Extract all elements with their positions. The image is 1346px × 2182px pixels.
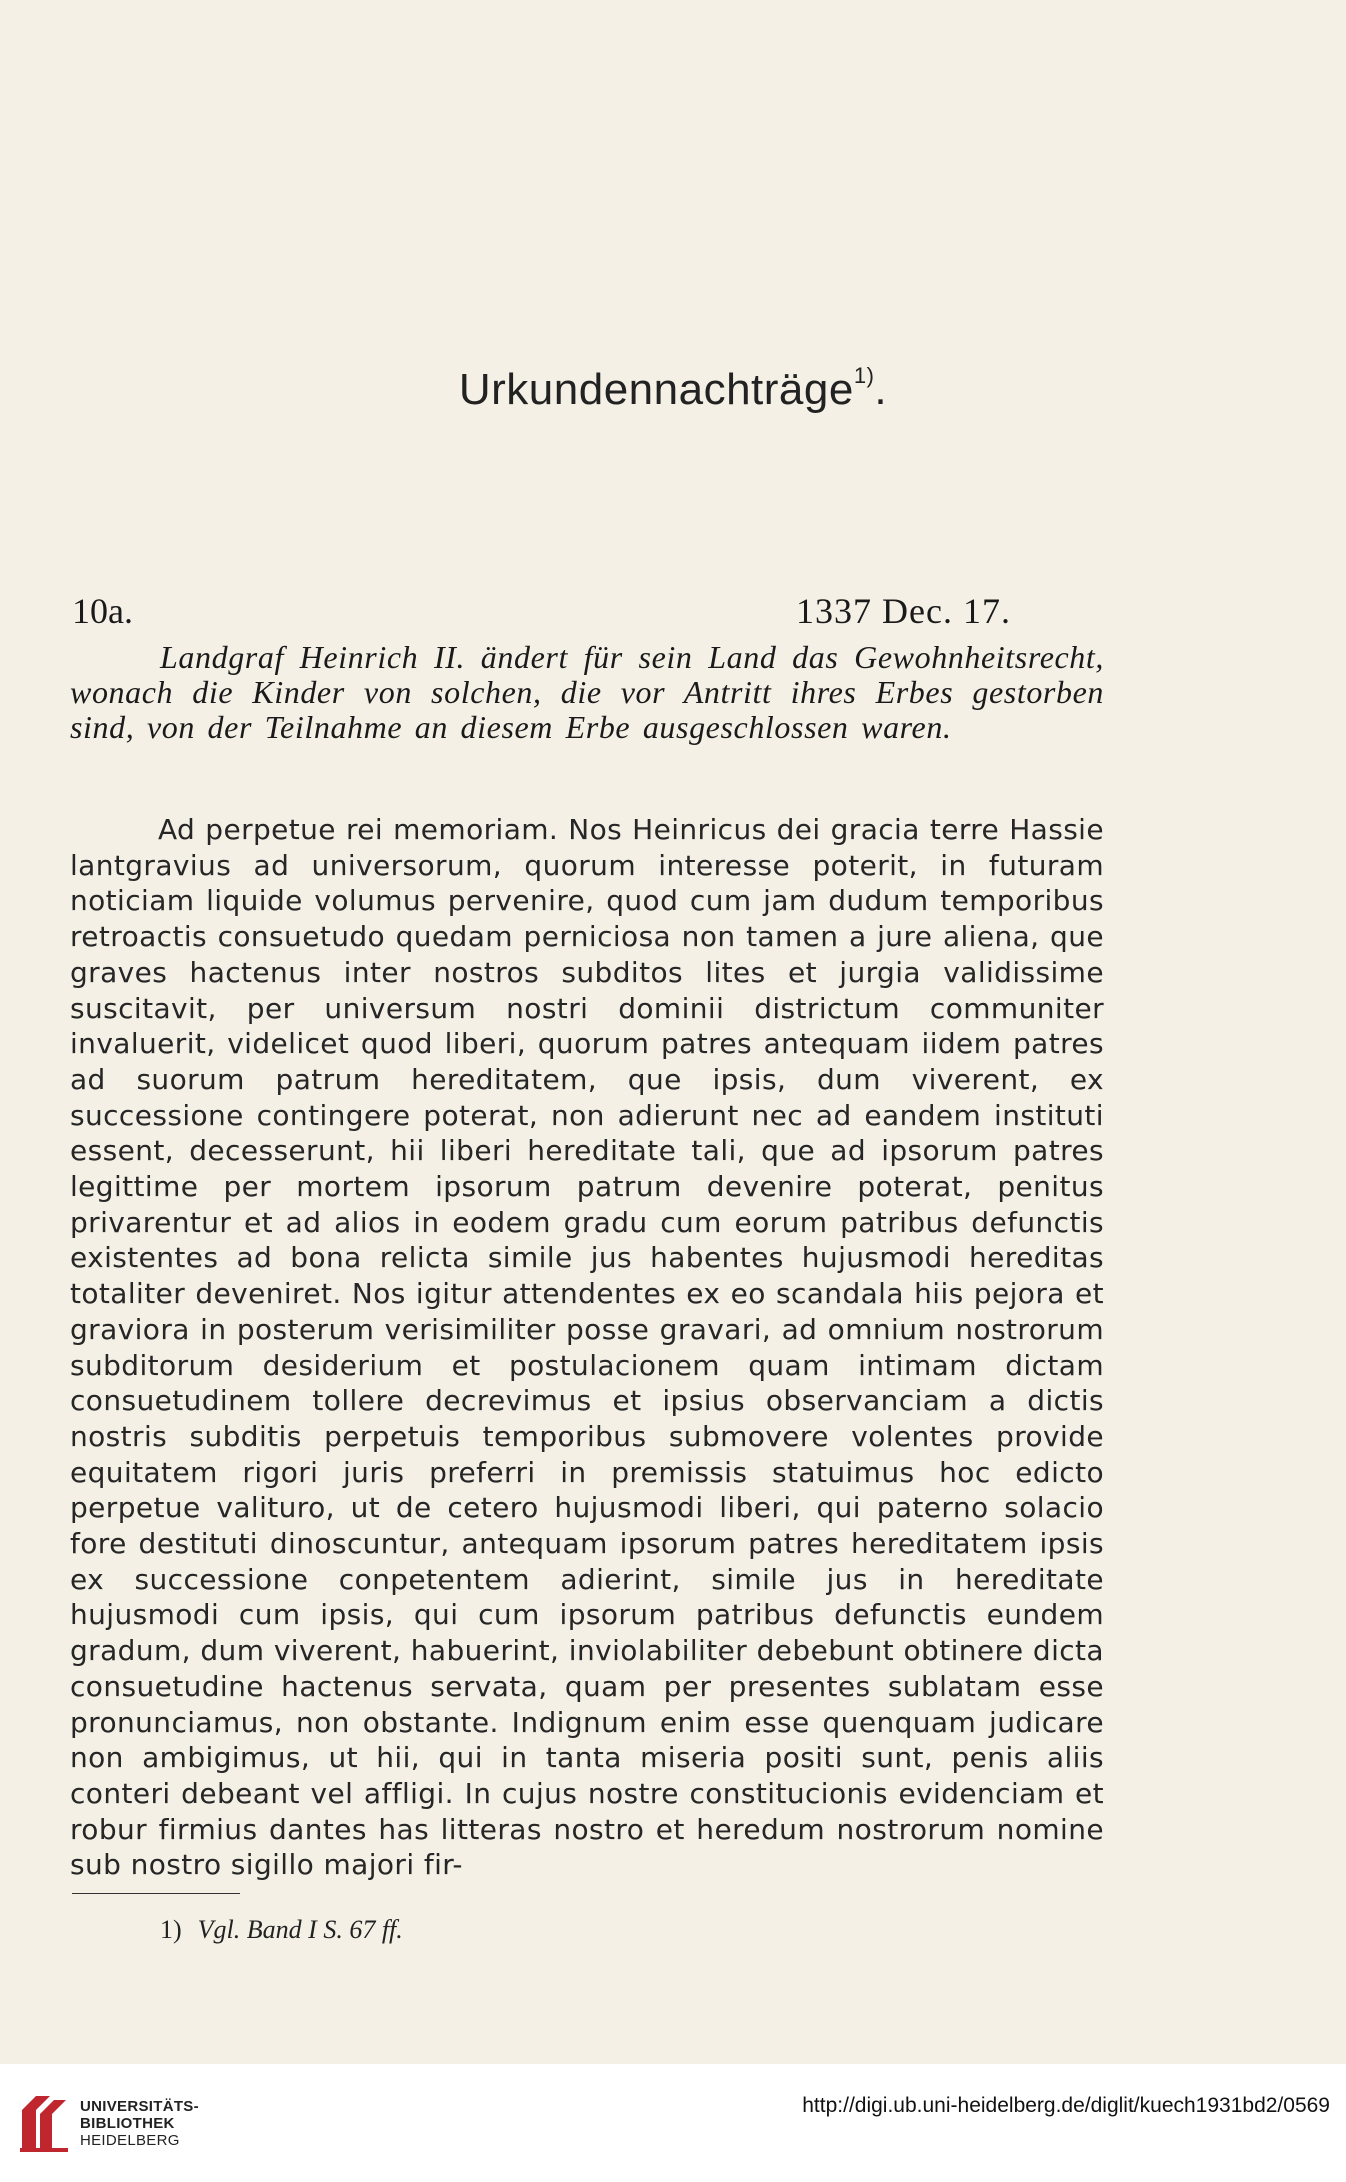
- footnote: [160, 1915, 403, 1945]
- document-body-text: Ad perpetue rei memoriam. Nos Heinricus dei gracia terre Hassie lantgravius ad universorum, quorum interesse poterit, in futuram noticiam liquide volumus pervenire, quod cum jam dudum temporibus retroactis consuetudo quedam perniciosa non tamen a jure aliena, que graves hactenus inter nostros subditos lites et jurgia validissime suscitavit, per universum nostri dominii districtum communiter invaluerit, videlicet quod liberi, quorum patres antequam iidem patres ad suorum patrum hereditatem, que ipsis, dum viverent, ex successione contingere poterat, non adierunt nec ad eandem instituti essent, decesserunt, hii liberi hereditate tali, que ad ipsorum patres legittime per mortem ipsorum patrum devenire poterat, penitus privarentur et ad alios in eodem gradu cum eorum patribus defunctis existentes ad bona relicta simile jus habentes hujusmodi hereditas totaliter deveniret. Nos igitur attendentes ex eo scandala hiis pejora et graviora in posterum verisimiliter posse gravari, ad omnium nostrorum subditorum desiderium et postulacionem quam intimam dictam consuetudinem tollere decrevimus et ipsius observanciam a dictis nostris subditis perpetuis temporibus submovere volentes provide equitatem rigori juris preferri in premissis statuimus hoc edicto perpetue valituro, ut de cetero hujusmodi liberi, qui paterno solacio fore destituti dinoscuntur, antequam ipsorum patres hereditatem ipsis ex successione conpetentem adierint, simile jus in hereditate hujusmodi cum ipsis, qui cum ipsorum patribus defunctis eundem gradum, dum viverent, habuerint, inviolabiliter debebunt obtinere dicta consuetudine hactenus servata, quam per presentes sublatam esse pronunciamus, non obstante. Indignum enim esse quenquam judicare non ambigimus, ut hii, qui in tanta miseria positi sunt, penis aliis conteri debeant vel affligi. In cujus nostre constitucionis evidenciam et robur firmius dantes has litteras nostro et heredum nostrorum nomine sub nostro sigillo majori fir-: [70, 813, 1104, 1882]
- library-footer: [0, 2064, 1346, 2182]
- title-text: Urkundennachträge: [458, 365, 854, 414]
- library-logo-text: [80, 2098, 199, 2149]
- bleed-through-texture: [60, 70, 1286, 490]
- university-library-logo-icon: [16, 2090, 72, 2154]
- document-date: 1337 Dec. 17.: [796, 591, 1011, 631]
- logo-line-1: UNIVERSITÄTS-: [80, 2098, 199, 2115]
- footnote-ref: 1): [160, 1915, 182, 1944]
- title-footnote-mark: 1): [853, 363, 875, 388]
- logo-line-3: HEIDELBERG: [80, 2132, 180, 2149]
- footnote-text: Vgl. Band I S. 67 ff.: [197, 1915, 403, 1944]
- page-title: Urkundennachträge$^{1)}$.: [458, 363, 888, 414]
- source-url-link[interactable]: http://digi.ub.uni-heidelberg.de/diglit/kuech1931bd2/0569: [802, 2094, 1330, 2117]
- document-summary: Landgraf Heinrich II. ändert für sein Land das Gewohnheitsrecht, wonach die Kinder von solchen, die vor Antritt ihres Erbes gestorben sind, von der Teilnahme an diesem Erbe ausgeschlossen waren.: [70, 639, 1104, 745]
- document-number: 10a.: [72, 591, 133, 631]
- logo-line-2: BIBLIOTHEK: [80, 2115, 175, 2132]
- footnote-divider: [72, 1893, 240, 1894]
